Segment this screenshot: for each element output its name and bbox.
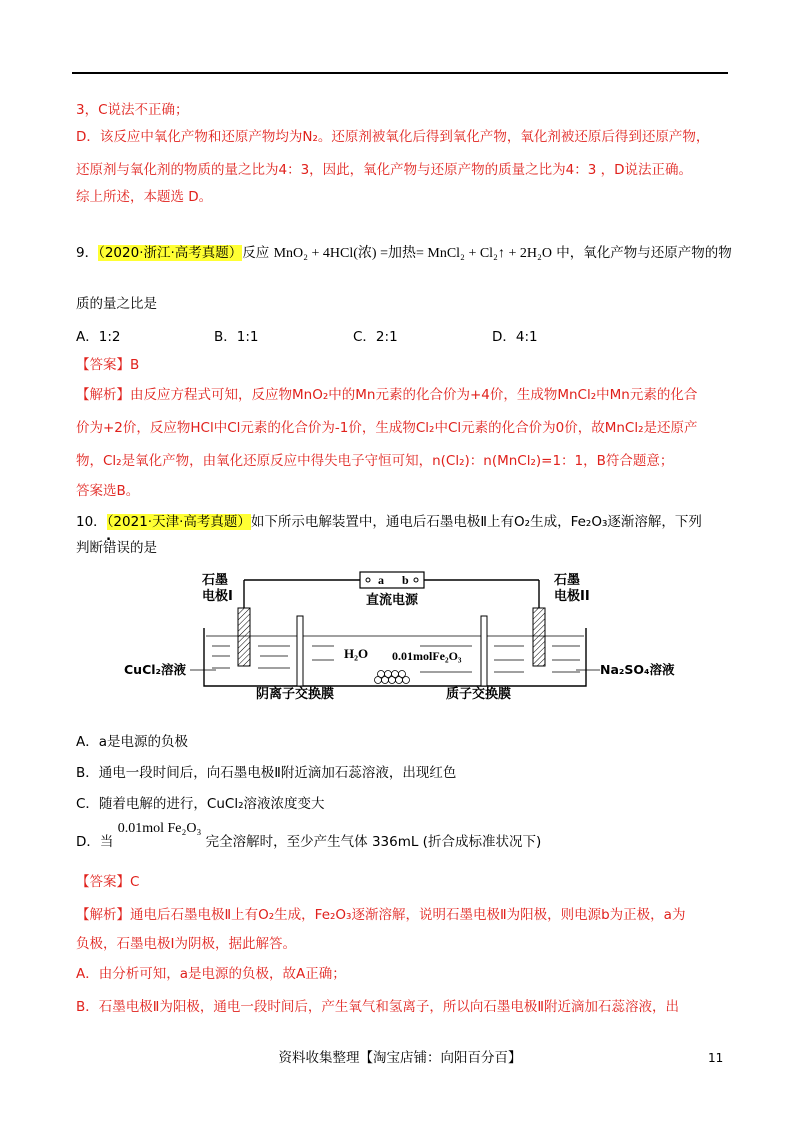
question-10-stem-cont: 判断错误的是 (76, 540, 157, 556)
option-b: B．1:1 (214, 329, 259, 345)
graphite-electrode-2 (533, 608, 545, 666)
prev-explanation-line-1: 3，C说法不正确； (76, 102, 189, 118)
explanation-line-4: B．石墨电极Ⅱ为阳极，通电一段时间后，产生氧气和氢离子，所以向石墨电极Ⅱ附近滴加石蕊溶液，出 (76, 999, 680, 1015)
option-b: B．通电一段时间后，向石墨电极Ⅱ附近滴加石蕊溶液，出现红色 (76, 765, 457, 781)
svg-text:电极I: 电极I (202, 589, 233, 604)
question-10-stem: 10．（2021·天津·高考真题）如下所示电解装置中，通电后石墨电极Ⅱ上有O₂生成，Fe₂O₃逐渐溶解，下列 (76, 514, 702, 530)
option-c: C．2:1 (353, 329, 398, 345)
page-number: 11 (708, 1051, 724, 1065)
explanation-line-2: 负极，石墨电极Ⅰ为阴极，据此解答。 (76, 936, 296, 952)
question-9-stem: 9．（2020·浙江·高考真题）反应 MnO₂ + 4HCl(浓) =加热= MnCl₂ + Cl₂↑ + 2H₂O 中，氧化产物与还原产物的物 (76, 245, 732, 261)
right-solution-label: Na₂SO₄溶液 (600, 662, 675, 677)
header-rule (72, 72, 728, 74)
anion-membrane-label: 阴离子交换膜 (256, 687, 335, 702)
option-c: C．随着电解的进行，CuCl₂溶液浓度变大 (76, 796, 325, 812)
source-tag: （2021·天津·高考真题） (106, 514, 251, 530)
electrode-2-label: 石墨 (554, 573, 581, 588)
prev-explanation-line-4: 综上所述，本题选 D。 (76, 189, 213, 205)
question-number: 10． (76, 514, 107, 530)
explanation-line-2: 价为+2价，反应物HCl中Cl元素的化合价为-1价，生成物Cl₂中Cl元素的化合价为0价，故MnCl₂是还原产 (76, 420, 698, 436)
explanation-line-1: 【解析】通电后石墨电极Ⅱ上有O₂生成，Fe₂O₃逐渐溶解，说明石墨电极Ⅱ为阳极，则电源b为正极，a为 (76, 907, 686, 923)
option-a: A．a是电源的负极 (76, 734, 189, 750)
left-solution-label: CuCl₂溶液 (124, 662, 187, 677)
question-number: 9． (76, 245, 99, 261)
electrolysis-diagram (120, 568, 675, 702)
source-tag: （2020·浙江·高考真题） (98, 245, 243, 261)
proton-membrane-label: 质子交换膜 (446, 687, 512, 702)
reaction-equation: MnO₂ + 4HCl(浓) =加热= MnCl₂ + Cl₂↑ + 2H₂O (273, 246, 552, 261)
explanation-line-1: 【解析】由反应方程式可知，反应物MnO₂中的Mn元素的化合价为+4价，生成物MnCl₂中Mn元素的化合 (76, 387, 698, 403)
footer-text: 资料收集整理【淘宝店铺：向阳百分百】 (278, 1050, 522, 1066)
option-d: D．当 0.01mol Fe₂O₃ 完全溶解时，至少产生气体 336mL (折合成标准状况下) (76, 821, 542, 850)
svg-text:电极II: 电极II (554, 589, 590, 604)
power-terminal-a: a (378, 573, 384, 587)
anion-exchange-membrane (297, 616, 303, 686)
fe2o3-label: 0.01molFe₂O₃ (392, 649, 462, 663)
option-d-formula: 0.01mol Fe₂O₃ (117, 821, 202, 836)
water-label: H₂O (344, 646, 369, 661)
power-label: 直流电源 (365, 593, 419, 608)
graphite-electrode-1 (238, 608, 250, 666)
explanation-line-4: 答案选B。 (76, 483, 140, 499)
prev-explanation-line-3: 还原剂与氧化剂的物质的量之比为4：3，因此，氧化产物与还原产物的质量之比为4：3 ，D说法正确。 (76, 162, 693, 178)
power-terminal-b: b (402, 573, 409, 587)
answer: 【答案】B (76, 357, 140, 373)
explanation-line-3: A．由分析可知，a是电源的负极，故A正确； (76, 966, 346, 982)
electrode-1-label: 石墨 (202, 573, 229, 588)
emphasis-word: 错误 (103, 540, 130, 556)
option-a: A．1:2 (76, 329, 121, 345)
explanation-line-3: 物，Cl₂是氧化产物，由氧化还原反应中得失电子守恒可知，n(Cl₂)：n(MnCl₂)=1：1，B符合题意； (76, 453, 674, 469)
proton-exchange-membrane (481, 616, 487, 686)
answer: 【答案】C (76, 874, 140, 890)
fe2o3-solid (375, 671, 410, 684)
question-9-stem-cont: 质的量之比是 (76, 296, 157, 312)
option-d: D．4:1 (492, 329, 538, 345)
prev-explanation-line-2: D．该反应中氧化产物和还原产物均为N₂。还原剂被氧化后得到氧化产物，氧化剂被还原后得到还原产物， (76, 129, 710, 145)
